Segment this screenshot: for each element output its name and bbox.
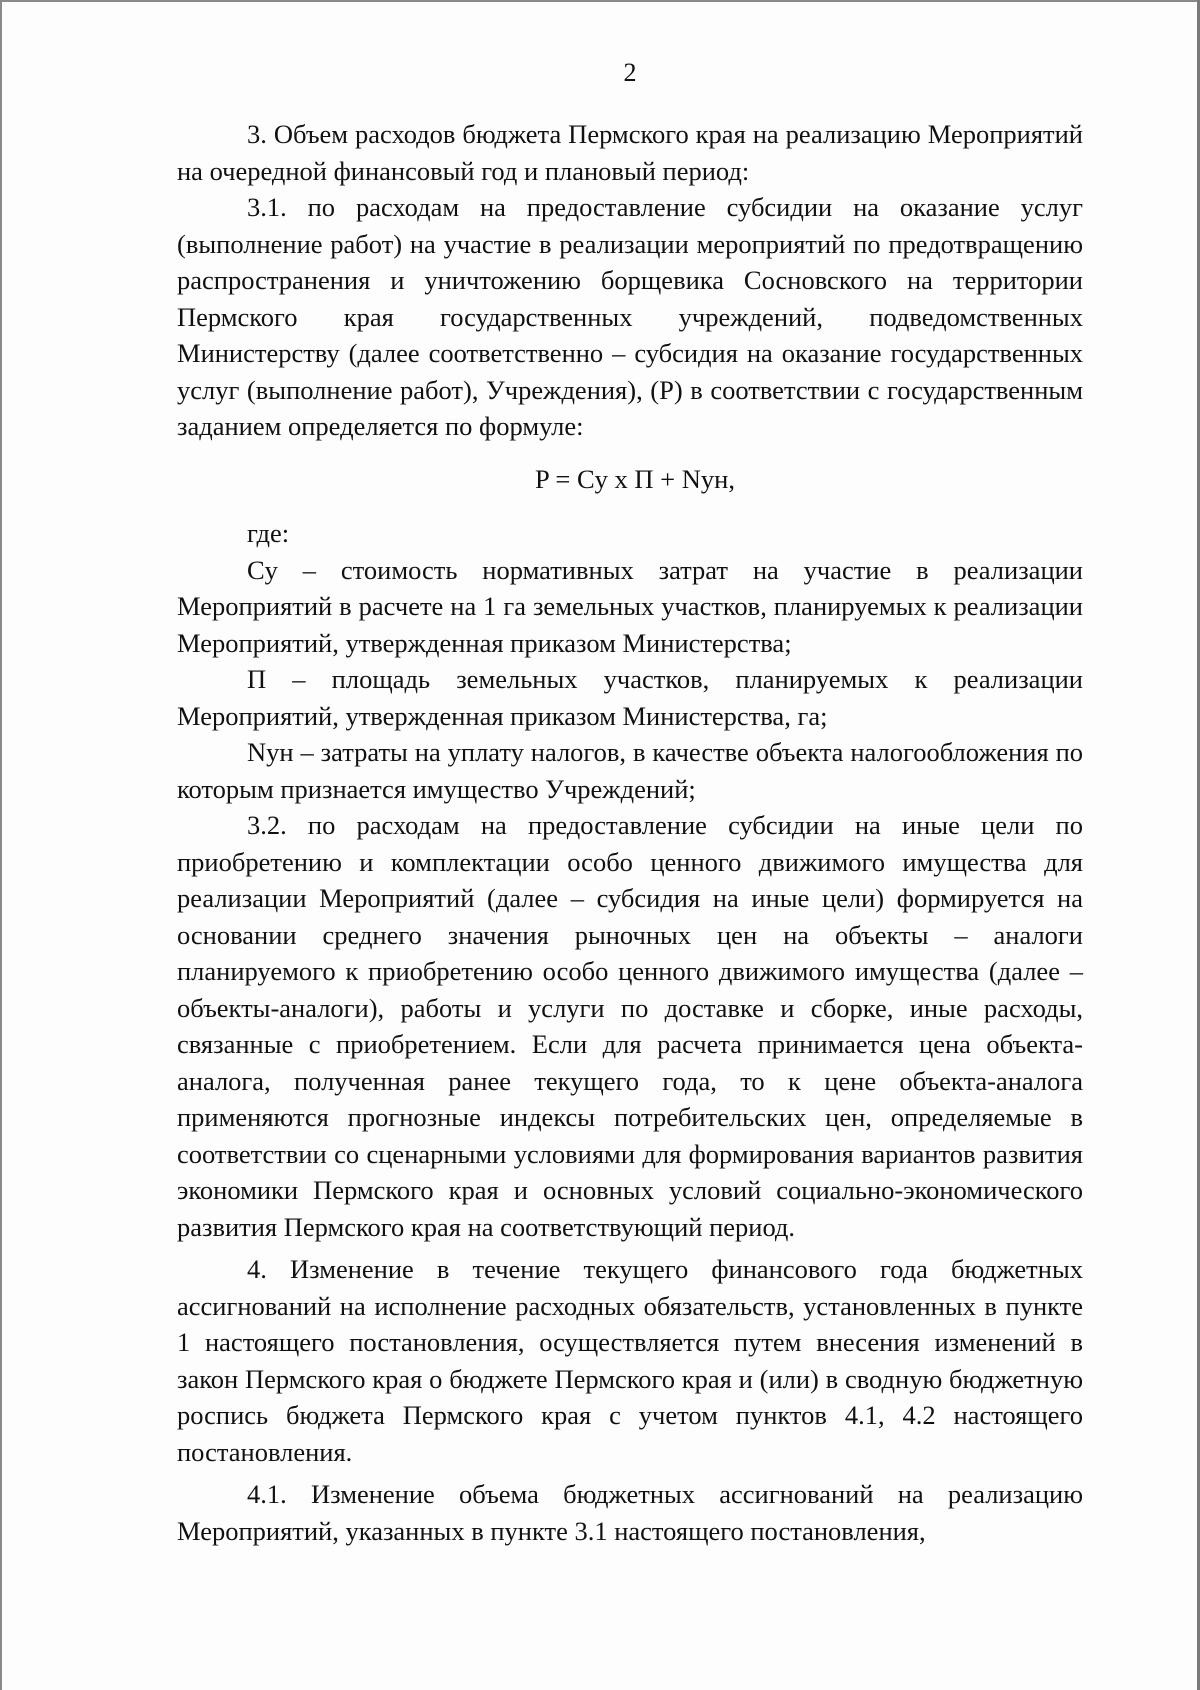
paragraph-3-2: 3.2. по расходам на предоставление субсидии на иные цели по приобретению и комплектации особо ценного движимого имущества для реализации Мероприятий (далее – субсидия на иные цели) формируется на основании среднего значения рыночных цен на объекты – аналоги планируемого к приобретению особо ценного движимого имущества (далее – объекты-аналоги), работы и услуги по доставке и сборке, иные расходы, связанные с приобретением. Если для расчета принимается цена объекта-аналога, полученная ранее текущего года, то к цене объекта-аналога применяются прогнозные индексы потребительских цен, определяемые в соответствии со сценарными условиями для формирования вариантов развития экономики Пермского края и основных условий социально-экономического развития Пермского края на соответствующий период. (177, 810, 1083, 1242)
formula: P = Cy x П + Nун, (535, 463, 735, 494)
document-body (177, 116, 1083, 1549)
paragraph-4-1: 4.1. Изменение объема бюджетных ассигнований на реализацию Мероприятий, указанных в пункте 3.1 настоящего постановления, (177, 1479, 1083, 1546)
paragraph-3: 3. Объем расходов бюджета Пермского края на реализацию Мероприятий на очередной финансовый год и плановый период: (177, 119, 1083, 186)
paragraph-3-1: 3.1. по расходам на предоставление субсидии на оказание услуг (выполнение работ) на участие в реализации мероприятий по предотвращению распространения и уничтожению борщевика Сосновского на территории Пермского края государственных учреждений, подведомственных Министерству (далее соответственно – субсидия на оказание государственных услуг (выполнение работ), Учреждения), (P) в соответствии с государственным заданием определяется по формуле: (177, 192, 1083, 441)
scan-edge-left (0, 0, 2, 1690)
paragraph-4: 4. Изменение в течение текущего финансового года бюджетных ассигнований на исполнение расходных обязательств, установленных в пункте 1 настоящего постановления, осуществляется путем внесения изменений в закон Пермского края о бюджете Пермского края и (или) в сводную бюджетную роспись бюджета Пермского края с учетом пунктов 4.1, 4.2 настоящего постановления. (177, 1254, 1083, 1467)
definition-nun: Nун – затраты на уплату налогов, в качестве объекта налогообложения по которым признается имущество Учреждений; (177, 737, 1083, 804)
where-label: где: (247, 518, 290, 548)
definition-p: П – площадь земельных участков, планируемых к реализации Мероприятий, утвержденная приказом Министерства, га; (177, 664, 1083, 731)
page-number: 2 (623, 58, 637, 87)
scan-edge-top (0, 0, 1200, 2)
definition-cy: Cy – стоимость нормативных затрат на участие в реализации Мероприятий в расчете на 1 га земельных участков, планируемых к реализации Мероприятий, утвержденная приказом Министерства; (177, 554, 1083, 658)
